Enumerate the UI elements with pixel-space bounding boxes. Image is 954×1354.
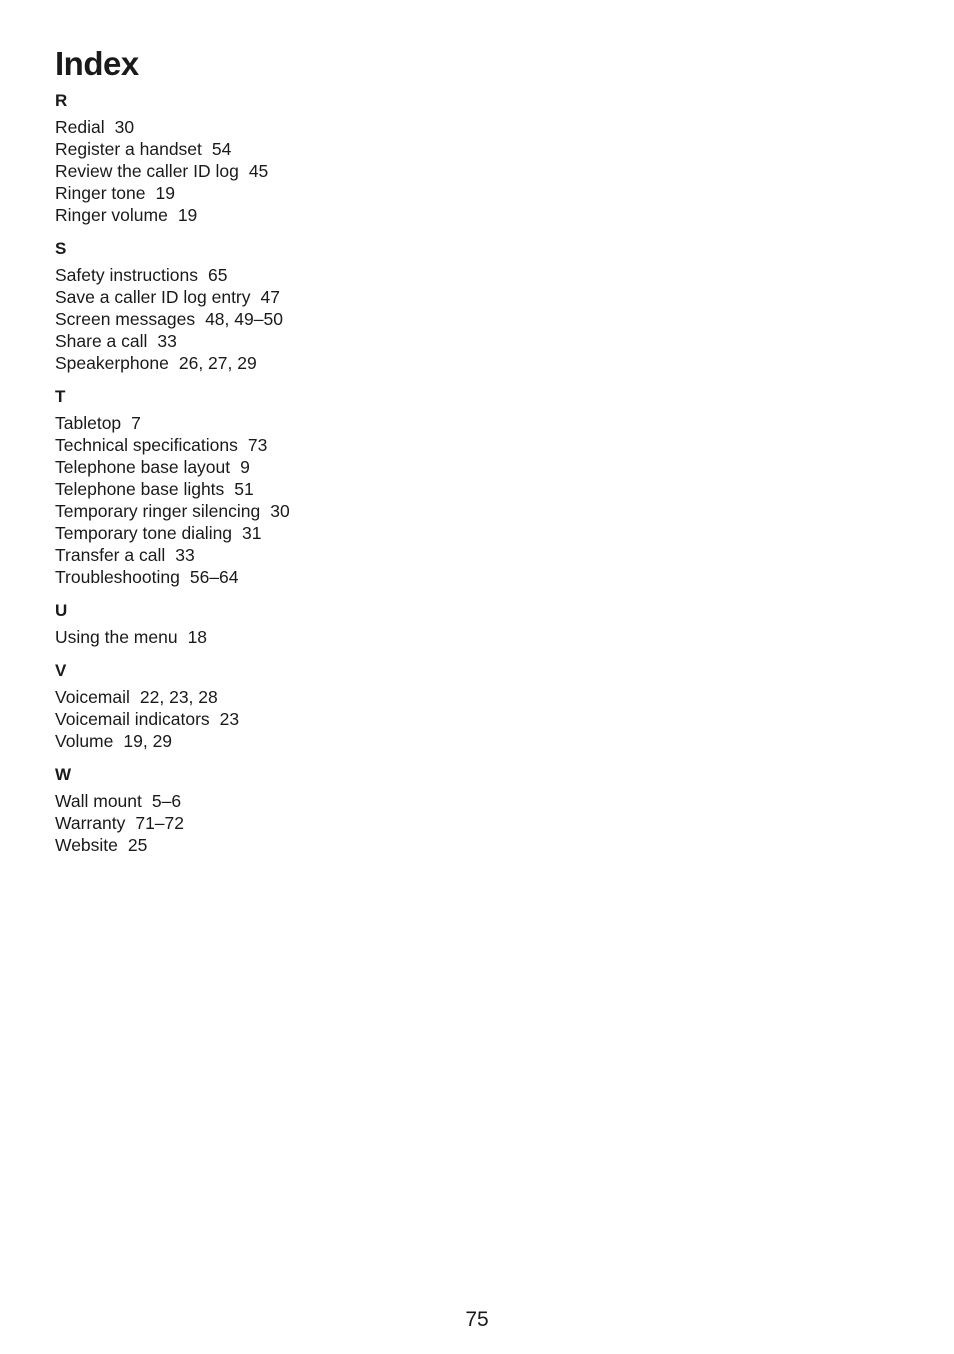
index-page-refs: 51 — [234, 479, 254, 499]
index-term: Wall mount — [55, 791, 142, 811]
index-page-refs: 73 — [247, 435, 268, 455]
index-entry — [55, 626, 290, 648]
index-page-refs: 33 — [175, 545, 195, 565]
index-term: Using the menu — [55, 627, 178, 647]
index-entry — [55, 412, 290, 434]
index-term: Tabletop — [55, 413, 122, 433]
index-section-t — [55, 386, 290, 588]
index-term: Transfer a call — [55, 545, 166, 565]
index-section-v — [55, 660, 290, 752]
index-page-refs: 30 — [270, 501, 290, 521]
index-term: Technical specifications — [55, 435, 238, 455]
index-term: Register a handset — [55, 139, 202, 159]
index-term: Website — [55, 835, 118, 855]
index-term: Save a caller ID log entry — [55, 287, 251, 307]
index-term: Redial — [55, 117, 105, 137]
index-page-refs: 45 — [248, 161, 269, 181]
index-page-refs: 65 — [207, 265, 228, 285]
index-term: Telephone base layout — [55, 457, 231, 477]
index-page-refs: 47 — [260, 287, 280, 307]
index-page-refs: 33 — [157, 331, 177, 351]
index-page-refs: 5–6 — [151, 791, 182, 811]
index-entry — [55, 182, 290, 204]
index-entry — [55, 352, 290, 374]
index-entry — [55, 566, 290, 588]
section-letter: U — [55, 601, 68, 620]
index-page-refs: 31 — [242, 523, 262, 543]
index-entry — [55, 264, 290, 286]
index-term: Telephone base lights — [55, 479, 225, 499]
index-entry — [55, 478, 290, 500]
section-letter: T — [55, 387, 66, 406]
index-entry — [55, 500, 290, 522]
index-entry — [55, 434, 290, 456]
index-term: Voicemail indicators — [55, 709, 210, 729]
page-title: Index — [55, 45, 139, 82]
index-page-refs: 48, 49–50 — [205, 309, 283, 329]
index-term: Speakerphone — [55, 353, 169, 373]
index-term: Safety instructions — [55, 265, 198, 285]
section-letter: S — [55, 239, 67, 258]
index-page-refs: 25 — [127, 835, 148, 855]
index-entry — [55, 138, 290, 160]
index-term: Troubleshooting — [55, 567, 180, 587]
index-page-refs: 19 — [177, 205, 198, 225]
index-page-refs: 56–64 — [189, 567, 239, 587]
index-term: Ringer tone — [55, 183, 146, 203]
index-page-refs: 30 — [114, 117, 135, 137]
index-page-refs: 19 — [155, 183, 175, 203]
index-entry — [55, 522, 290, 544]
index-section-w — [55, 764, 290, 856]
section-letter: R — [55, 91, 68, 110]
index-term: Warranty — [55, 813, 126, 833]
index-entry — [55, 790, 290, 812]
index-section-s — [55, 238, 290, 374]
section-letter: W — [55, 765, 72, 784]
index-term: Temporary tone dialing — [55, 523, 233, 543]
index-term: Review the caller ID log — [55, 161, 239, 181]
index-term: Voicemail — [55, 687, 130, 707]
index-term: Share a call — [55, 331, 148, 351]
index-page-refs: 71–72 — [135, 813, 185, 833]
index-term: Ringer volume — [55, 205, 168, 225]
index-entry — [55, 204, 290, 226]
page-number: 75 — [465, 1308, 489, 1331]
index-page-refs: 22, 23, 28 — [139, 687, 218, 707]
index-entry — [55, 834, 290, 856]
index-list — [55, 90, 290, 868]
index-entry — [55, 308, 290, 330]
index-section-u — [55, 600, 290, 648]
index-entry — [55, 812, 290, 834]
index-page-refs: 9 — [240, 457, 250, 477]
index-page-refs: 23 — [219, 709, 240, 729]
index-entry — [55, 456, 290, 478]
index-page-refs: 54 — [211, 139, 232, 159]
section-letter: V — [55, 661, 67, 680]
index-term: Screen messages — [55, 309, 196, 329]
index-entry — [55, 330, 290, 352]
index-entry — [55, 116, 290, 138]
index-page-refs: 19, 29 — [123, 731, 173, 751]
index-entry — [55, 730, 290, 752]
index-page-refs: 18 — [187, 627, 208, 647]
index-term: Temporary ringer silencing — [55, 501, 261, 521]
index-term: Volume — [55, 731, 114, 751]
index-entry — [55, 708, 290, 730]
index-page-refs: 26, 27, 29 — [178, 353, 257, 373]
index-entry — [55, 160, 290, 182]
index-entry — [55, 686, 290, 708]
index-entry — [55, 286, 290, 308]
index-section-r — [55, 90, 290, 226]
index-entry — [55, 544, 290, 566]
index-page-refs: 7 — [131, 413, 141, 433]
